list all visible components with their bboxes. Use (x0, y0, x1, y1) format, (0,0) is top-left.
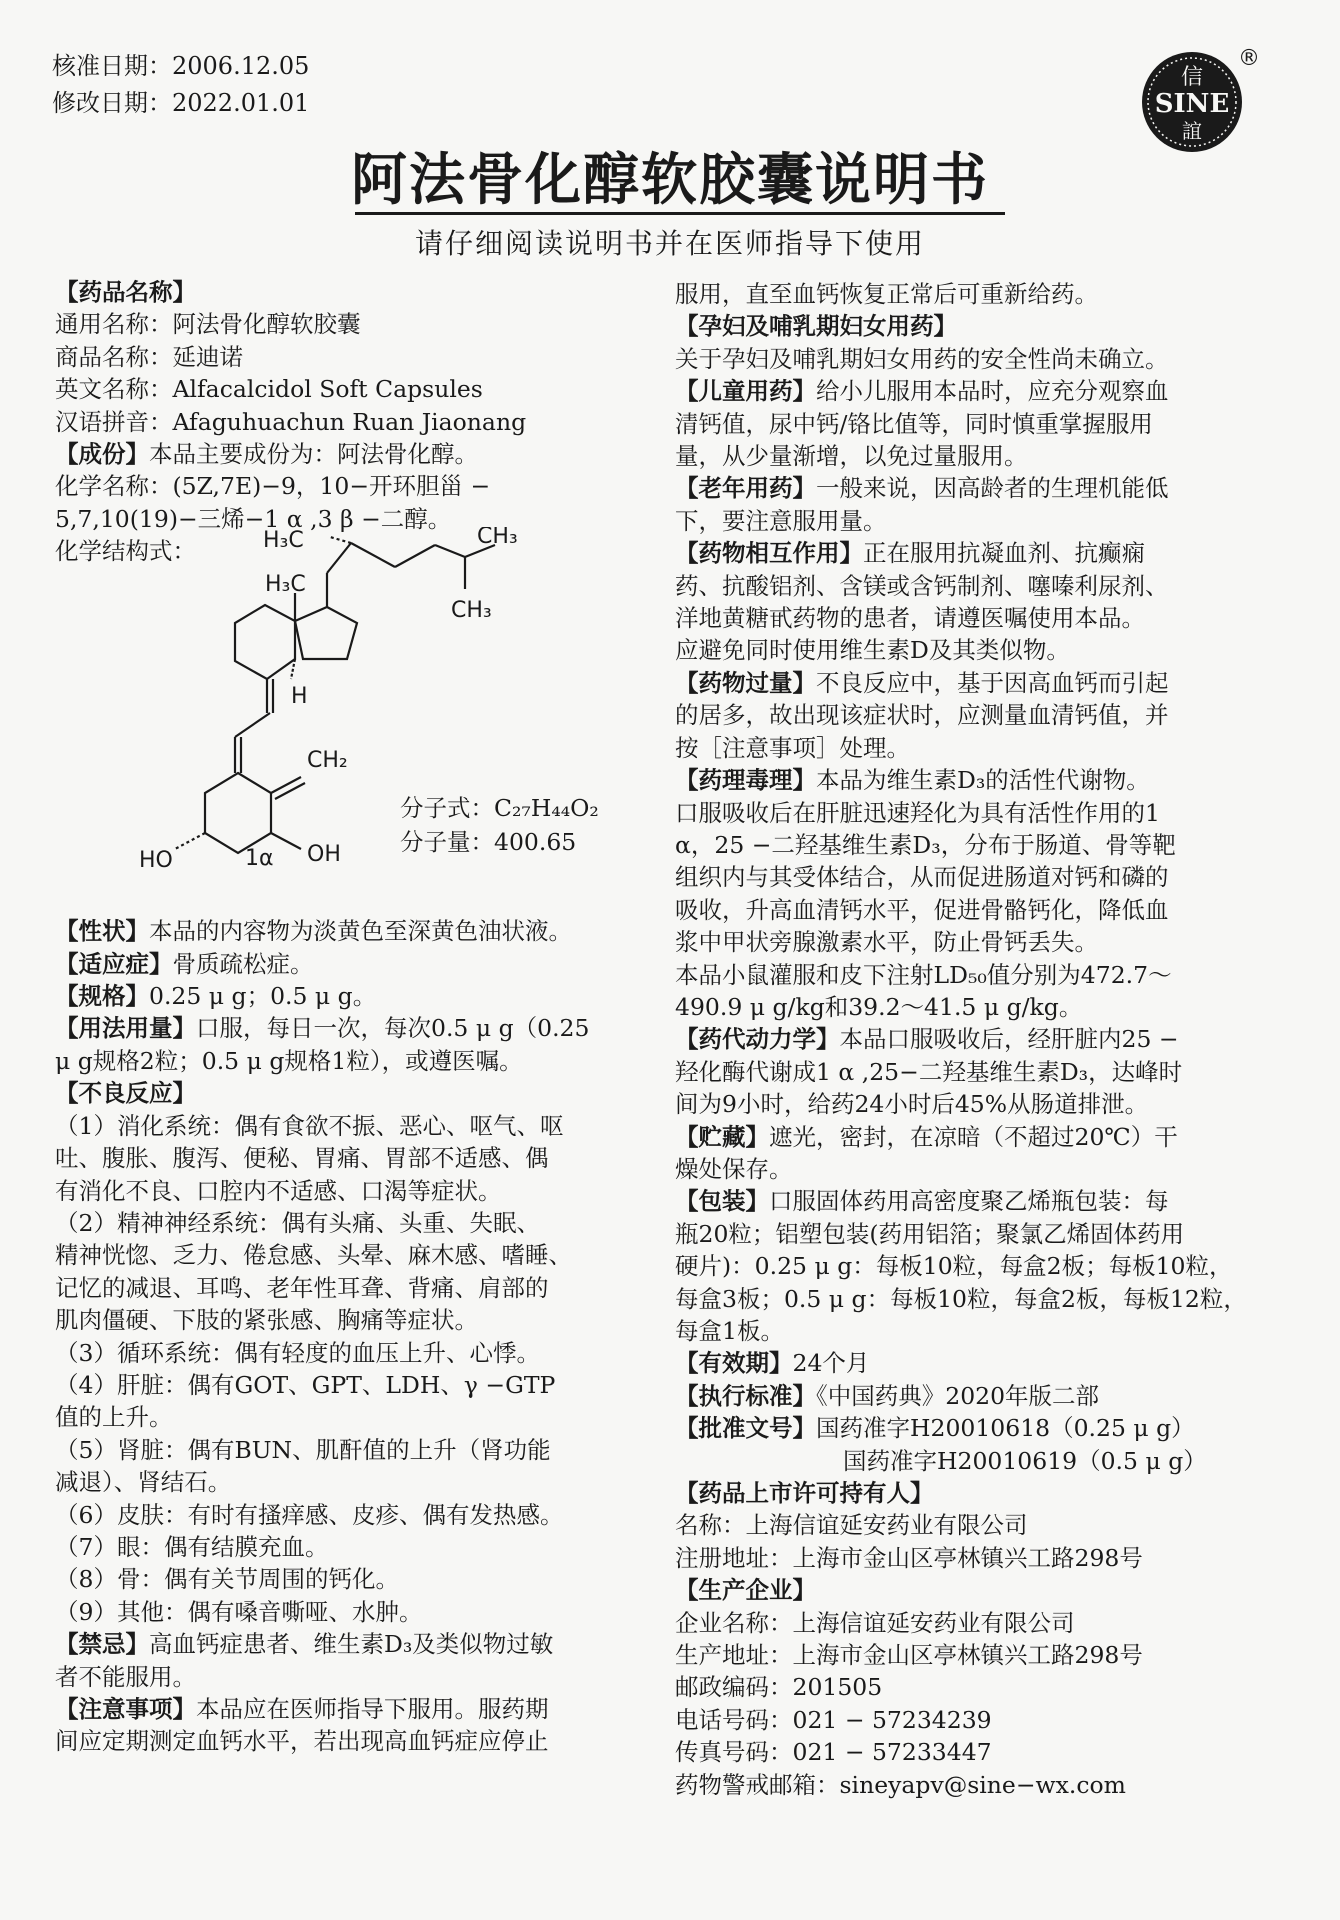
pharmacology-text-1: 本品为维生素D₃的活性代谢物。 (816, 766, 1150, 795)
overdose-text-3: 按［注意事项］处理。 (675, 733, 910, 762)
section-heading-contraindications: 【禁忌】 (55, 1630, 149, 1659)
standard-text: 《中国药典》2020年版二部 (816, 1381, 1100, 1410)
properties-text: 本品的内容物为淡黄色至深黄色油状液。 (149, 917, 572, 946)
generic-name: 通用名称：阿法骨化醇软胶囊 (55, 310, 361, 339)
approval-number-2: 国药准字H20010619（0.5 μ g） (843, 1446, 1207, 1475)
specification (55, 980, 655, 1012)
manufacturer-address: 生产地址：上海市金山区亭林镇兴工路298号 (675, 1641, 1143, 1670)
packaging-text-3: 硬片)：0.25 μ g：每板10粒，每盒2板；每板10粒， (675, 1252, 1233, 1281)
precautions-text-2: 间应定期测定血钙水平，若出现高血钙症应停止 (55, 1727, 549, 1756)
logo-char-bottom: 誼 (1182, 119, 1202, 143)
adverse-line: （1）消化系统：偶有食欲不振、恶心、呕气、呕 (55, 1111, 564, 1140)
section-heading-approval: 【批准文号】 (675, 1414, 816, 1443)
structure-label: 化学结构式： (55, 537, 196, 566)
pharmacology-text-3: α，25 −二羟基维生素D₃，分布于肠道、骨等靶 (675, 830, 1176, 859)
struct-1alpha: 1α (245, 846, 274, 872)
contraindications-text-2: 者不能服用。 (55, 1662, 196, 1691)
adverse-line: 值的上升。 (55, 1403, 173, 1432)
packaging (675, 1185, 1287, 1217)
geriatric-text-2: 下，要注意服用量。 (675, 506, 887, 535)
registered-mark: ® (1238, 46, 1260, 71)
section-heading-standard: 【执行标准】 (675, 1381, 816, 1410)
properties (55, 915, 655, 947)
approval-number-1: 国药准字H20010618（0.25 μ g） (816, 1414, 1195, 1443)
left-column (55, 276, 655, 1758)
expiry (675, 1347, 1287, 1379)
adverse-line: 记忆的减退、耳鸣、老年性耳聋、背痛、肩部的 (55, 1273, 549, 1302)
page-subtitle: 请仔细阅读说明书并在医师指导下使用 (414, 227, 925, 260)
section-heading-pregnancy: 【孕妇及哺乳期妇女用药】 (675, 312, 957, 341)
adverse-line: （5）肾脏：偶有BUN、肌酐值的上升（肾功能 (55, 1435, 551, 1464)
contraindications-text-1: 高血钙症患者、维生素D₃及类似物过敏 (149, 1630, 554, 1659)
section-heading-interactions: 【药物相互作用】 (675, 539, 863, 568)
pv-email: 药物警戒邮箱：sineyapv@sine−wx.com (675, 1770, 1126, 1799)
mah-address: 注册地址：上海市金山区亭林镇兴工路298号 (675, 1543, 1143, 1572)
precautions (55, 1693, 655, 1725)
indications-text: 骨质疏松症。 (172, 949, 314, 978)
pharmacokinetics-text-1: 本品口服吸收后，经肝脏内25 − (839, 1025, 1179, 1054)
contraindications (55, 1628, 655, 1660)
formula-block (400, 791, 599, 859)
approval-number (675, 1412, 1287, 1444)
adverse-line: （3）循环系统：偶有轻度的血压上升、心悸。 (55, 1338, 540, 1367)
section-heading-expiry: 【有效期】 (675, 1349, 793, 1378)
interactions (675, 537, 1287, 569)
pinyin-name: 汉语拼音：Afaguhuachun Ruan Jiaonang (55, 407, 527, 436)
struct-ch3-right: CH₃ (477, 527, 518, 550)
section-heading-specification: 【规格】 (55, 982, 149, 1011)
composition (55, 438, 655, 470)
precautions-continued: 服用，直至血钙恢复正常后可重新给药。 (675, 280, 1098, 308)
chemical-name-1: 化学名称：(5Z,7E)−9，10−开环胆甾 − (55, 472, 491, 501)
adverse-line: （7）眼：偶有结膜充血。 (55, 1532, 329, 1561)
pharmacology-text-4: 组织内与其受体结合，从而促进肠道对钙和磷的 (675, 863, 1169, 892)
standard (675, 1380, 1287, 1412)
section-heading-packaging: 【包装】 (675, 1187, 769, 1216)
section-heading-geriatric: 【老年用药】 (675, 474, 816, 503)
section-heading-indications: 【适应症】 (55, 949, 173, 978)
geriatric-text-1: 一般来说，因高龄者的生理机能低 (816, 474, 1169, 503)
struct-h: H (291, 684, 308, 710)
dates-block (52, 48, 309, 122)
molecular-formula: 分子式：C₂₇H₄₄O₂ (400, 794, 599, 823)
revision-date: 修改日期：2022.01.01 (52, 89, 310, 117)
section-heading-pharmacokinetics: 【药代动力学】 (675, 1025, 840, 1054)
section-heading-overdose: 【药物过量】 (675, 668, 816, 697)
struct-oh: OH (307, 842, 341, 868)
section-heading-composition: 【成份】 (55, 440, 149, 469)
adverse-line: （6）皮肤：有时有搔痒感、皮疹、偶有发热感。 (55, 1500, 564, 1529)
usage-text-2: μ g规格2粒；0.5 μ g规格1粒），或遵医嘱。 (55, 1046, 523, 1075)
molecular-weight: 分子量：400.65 (400, 828, 577, 857)
interactions-text-2: 药、抗酸铝剂、含镁或含钙制剂、噻嗪利尿剂、 (675, 571, 1169, 600)
adverse-line: （4）肝脏：偶有GOT、GPT、LDH、γ −GTP (55, 1370, 556, 1399)
struct-h3c-mid: H₃C (265, 572, 306, 598)
mah-name: 名称：上海信谊延安药业有限公司 (675, 1511, 1028, 1540)
pharmacology-text-2: 口服吸收后在肝脏迅速羟化为具有活性作用的1 (675, 798, 1160, 827)
section-heading-storage: 【贮藏】 (675, 1122, 769, 1151)
english-name: 英文名称：Alfacalcidol Soft Capsules (55, 375, 483, 404)
pharmacology-text-8: 490.9 μ g/kg和39.2～41.5 μ g/kg。 (675, 992, 1083, 1021)
section-heading-properties: 【性状】 (55, 917, 149, 946)
interactions-text-1: 正在服用抗凝血剂、抗癫痫 (863, 539, 1145, 568)
pharmacokinetics-text-2: 羟化酶代谢成1 α ,25−二羟基维生素D₃，达峰时 (675, 1057, 1183, 1086)
usage (55, 1012, 655, 1044)
packaging-text-2: 瓶20粒；铝塑包装(药用铝箔；聚氯乙烯固体药用 (675, 1219, 1185, 1248)
adverse-line: （8）骨：偶有关节周围的钙化。 (55, 1565, 399, 1594)
page-title: 阿法骨化醇软胶囊说明书 (351, 148, 989, 213)
logo-brand: SINE (1154, 89, 1230, 119)
expiry-text: 24个月 (792, 1349, 870, 1378)
packaging-text-1: 口服固体药用高密度聚乙烯瓶包装：每 (769, 1187, 1169, 1216)
pharmacokinetics (675, 1023, 1287, 1055)
chemical-name-2: 5,7,10(19)−三烯−1 α ,3 β −二醇。 (55, 504, 452, 533)
overdose (675, 667, 1287, 699)
pharmacology-text-6: 浆中甲状旁腺激素水平，防止骨钙丢失。 (675, 928, 1098, 957)
overdose-text-2: 的居多，故出现该症状时，应测量血清钙值，并 (675, 701, 1169, 730)
struct-h3c-top: H₃C (263, 528, 304, 554)
approval-date: 核准日期：2006.12.05 (52, 52, 310, 80)
overdose-text-1: 不良反应中，基于因高血钙而引起 (816, 668, 1169, 697)
adverse-line: 吐、腹胀、腹泻、便秘、胃痛、胃部不适感、偶 (55, 1144, 549, 1173)
postcode: 邮政编码：201505 (675, 1673, 883, 1702)
storage (675, 1121, 1287, 1153)
geriatric (675, 472, 1287, 504)
pediatric (675, 375, 1287, 407)
adverse-line: 精神恍惚、乏力、倦怠感、头晕、麻木感、嗜睡、 (55, 1241, 572, 1270)
adverse-line: （9）其他：偶有嗓音嘶哑、水肿。 (55, 1597, 423, 1626)
adverse-line: 减退）、肾结石。 (55, 1468, 232, 1497)
pediatric-text-3: 量，从少量渐增，以免过量服用。 (675, 442, 1028, 471)
right-column (675, 278, 1287, 1801)
pregnancy-text: 关于孕妇及哺乳期妇女用药的安全性尚未确立。 (675, 344, 1169, 373)
section-heading-usage: 【用法用量】 (55, 1014, 196, 1043)
fax: 传真号码：021 − 57233447 (675, 1738, 992, 1767)
manufacturer-name: 企业名称：上海信谊延安药业有限公司 (675, 1608, 1075, 1637)
pharmacology-text-7: 本品小鼠灌服和皮下注射LD₅₀值分别为472.7～ (675, 960, 1172, 989)
adverse-line: 肌肉僵硬、下肢的紧张感、胸痛等症状。 (55, 1306, 478, 1335)
trade-name: 商品名称：延迪诺 (55, 342, 243, 371)
structure-block (55, 527, 655, 915)
storage-text-2: 燥处保存。 (675, 1154, 793, 1183)
packaging-text-4: 每盒3板；0.5 μ g：每板10粒，每盒2板，每板12粒， (675, 1284, 1247, 1313)
specification-text: 0.25 μ g；0.5 μ g。 (149, 982, 377, 1011)
section-heading-pediatric: 【儿童用药】 (675, 377, 816, 406)
phone: 电话号码：021 − 57234239 (675, 1705, 992, 1734)
usage-text-1: 口服，每日一次，每次0.5 μ g（0.25 (196, 1014, 590, 1043)
section-heading-mah: 【药品上市许可持有人】 (675, 1479, 934, 1508)
pediatric-text-1: 给小儿服用本品时，应充分观察血 (816, 377, 1169, 406)
section-heading-precautions: 【注意事项】 (55, 1695, 196, 1723)
section-heading-name: 【药品名称】 (55, 278, 196, 306)
struct-ho: HO (139, 848, 173, 874)
pediatric-text-2: 清钙值，尿中钙/铬比值等，同时慎重掌握服用 (675, 409, 1153, 438)
indications (55, 948, 655, 980)
precautions-text-1: 本品应在医师指导下服用。服药期 (196, 1695, 549, 1723)
interactions-text-3: 洋地黄糖甙药物的患者，请遵医嘱使用本品。 (675, 604, 1145, 633)
interactions-text-4: 应避免同时使用维生素D及其类似物。 (675, 636, 1070, 665)
title-divider (355, 212, 1005, 215)
struct-ch2: CH₂ (307, 748, 348, 774)
struct-ch3-low: CH₃ (451, 598, 492, 624)
section-heading-pharmacology: 【药理毒理】 (675, 766, 816, 795)
pharmacology (675, 764, 1287, 796)
pharmacokinetics-text-3: 间为9小时，给药24小时后45%从肠道排泄。 (675, 1090, 1149, 1119)
pharmacology-text-5: 吸收，升高血清钙水平，促进骨骼钙化，降低血 (675, 895, 1169, 924)
section-heading-manufacturer: 【生产企业】 (675, 1576, 816, 1605)
adverse-line: （2）精神神经系统：偶有头痛、头重、失眠、 (55, 1208, 540, 1237)
packaging-text-5: 每盒1板。 (675, 1317, 784, 1345)
adverse-line: 有消化不良、口腔内不适感、口渴等症状。 (55, 1176, 502, 1205)
logo-char-top: 信 (1180, 65, 1204, 90)
section-heading-adverse: 【不良反应】 (55, 1079, 196, 1108)
composition-text: 本品主要成份为：阿法骨化醇。 (149, 440, 478, 469)
storage-text-1: 遮光，密封，在凉暗（不超过20℃）干 (769, 1122, 1178, 1151)
